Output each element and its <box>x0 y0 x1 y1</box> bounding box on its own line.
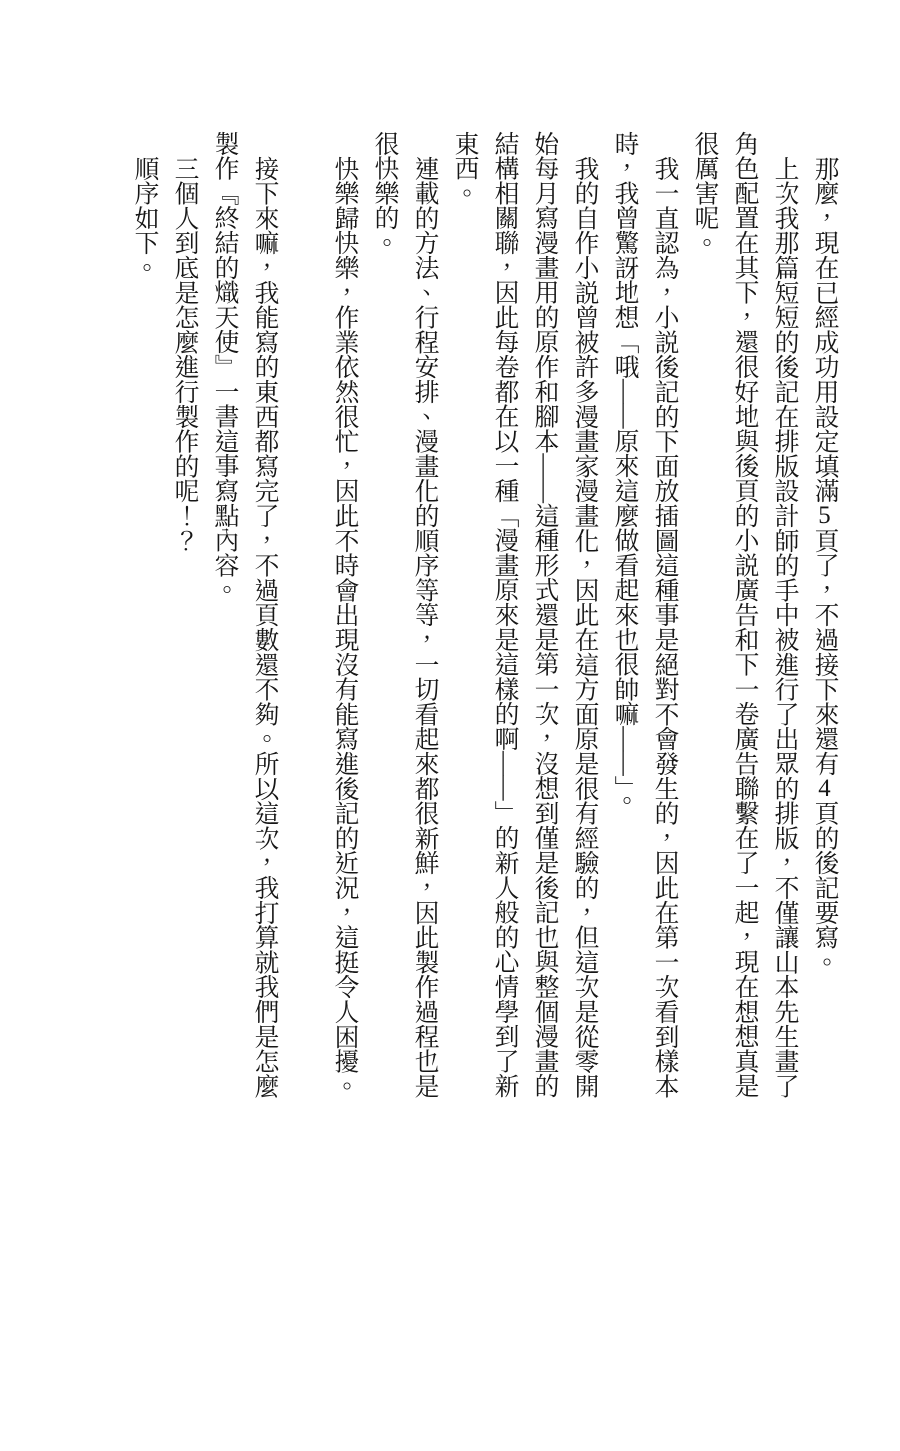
afterword-paragraph-5: 連載的方法、行程安排、漫畫化的順序等等，一切看起來都很新鮮，因此製作過程也是很快樂的。 <box>371 131 438 1099</box>
afterword-paragraph-3: 我一直認為，小説後記的下面放插圖這種事是絕對不會發生的，因此在第一次看到樣本時，我曾驚訝地想「哦——原來這麼做看起來也很帥嘛——」。 <box>611 131 678 1099</box>
afterword-paragraph-1: 那麼，現在已經成功用設定填滿5頁了，不過接下來還有4頁的後記要寫。 <box>811 155 838 975</box>
afterword-paragraph-9: 順序如下。 <box>131 155 158 280</box>
afterword-paragraph-6: 快樂歸快樂，作業依然很忙，因此不時會出現沒有能寫進後記的近況，這挺令人困擾。 <box>331 155 358 1099</box>
afterword-paragraph-4: 我的自作小説曾被許多漫畫家漫畫化，因此在這方面原是很有經驗的，但這次是從零開始每月寫漫畫用的原作和腳本——這種形式還是第一次，沒想到僅是後記也與整個漫畫的結構相關聯，因此每卷都在以一種「漫畫原來是這樣的啊——」的新人般的心情學到了新東西。 <box>451 131 598 1099</box>
afterword-paragraph-2: 上次我那篇短短的後記在排版設計師的手中被進行了出眾的排版，不僅讓山本先生畫了角色配置在其下，還很好地與後頁的小説廣告和下一卷廣告聯繫在了一起，現在想想真是很厲害呢。 <box>691 131 798 1099</box>
afterword-paragraph-8: 三個人到底是怎麼進行製作的呢！？ <box>171 155 198 553</box>
afterword-paragraph-7: 接下來嘛，我能寫的東西都寫完了，不過頁數還不夠。所以這次，我打算就我們是怎麼製作『終結的熾天使』一書這事寫點內容。 <box>211 131 278 1099</box>
afterword-text-block <box>124 131 844 1100</box>
